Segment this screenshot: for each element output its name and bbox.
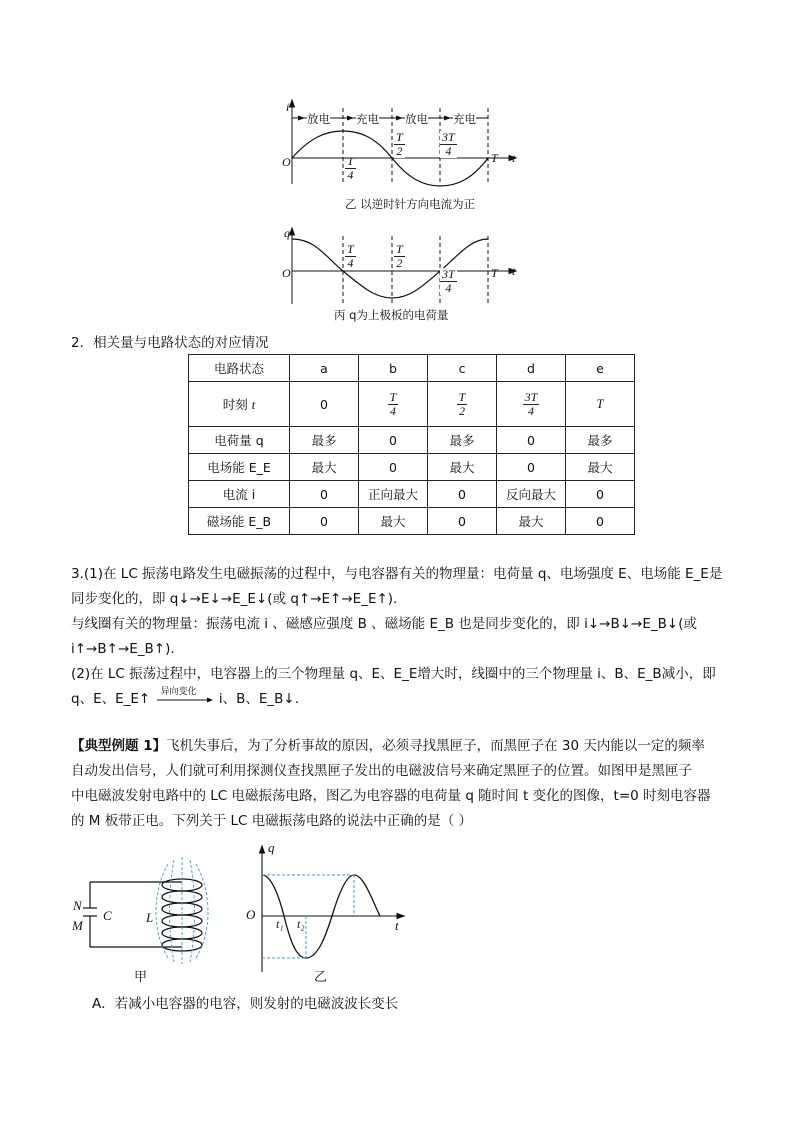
table-cell: 0 [428,481,497,508]
text-line: 中电磁波发射电路中的 LC 电磁振荡电路，图乙为电容器的电荷量 q 随时间 t 变化的图像，t=0 时刻电容器 [71,788,711,804]
table-row-label: 时刻 t [189,382,290,427]
phase-label: 放电 [307,112,330,126]
table-cell: $\frac{T}{2}$ [428,382,497,427]
phase-label: 充电 [453,112,476,126]
table-cell: T [566,382,635,427]
plate-label-n: N [73,898,82,913]
axis-label-t: t [395,918,399,933]
text-line: i↑→B↑→E_B↑). [71,641,175,657]
table-cell: 0 [566,508,635,535]
axis-label-i: i [286,100,290,114]
text-line: 【典型例题 1】飞机失事后，为了分析事故的原因，必须寻找黑匣子，而黑匣子在 30 天内能以一定的频率 [71,738,705,754]
plate-label-m: M [72,918,83,933]
table-cell: 0 [290,508,359,535]
table-cell: 最大 [566,454,635,481]
table-cell: 0 [497,454,566,481]
tick-label-t2: $\frac{T}{2}$ [396,242,403,270]
table-header-cell: e [566,355,635,382]
option-a: A．若减小电容器的电容，则发射的电磁波波长变长 [92,996,399,1012]
text-line: (2)在 LC 振荡过程中，电容器上的三个物理量 q、E、E_E增大时，线圈中的三个物理量 i、B、E_B减小，即 [71,666,716,682]
figure-caption: 乙 [314,970,328,985]
origin-label: O [246,907,256,922]
section-title: 2．相关量与电路状态的对应情况 [71,335,269,351]
text-line: 与线圈有关的物理量：振荡电流 i 、磁感应强度 B 、磁场能 E_B 也是同步变化的，即 i↓→B↓→E_B↓(或 [71,616,697,632]
capacitor-label: C [103,908,112,923]
origin-label: O [282,266,291,280]
table-cell: 最多 [566,427,635,454]
table-cell: 最大 [428,454,497,481]
figure-caption: 乙 以逆时针方向电流为正 [345,197,476,211]
table-header-cell: 电路状态 [189,355,290,382]
table-cell: 0 [290,481,359,508]
tick-label-t4: $\frac{T}{4}$ [347,154,354,182]
axis-label-q: q [268,840,275,855]
table-cell: $\frac{T}{4}$ [359,382,428,427]
example-block [71,734,731,834]
phase-label: 充电 [356,112,379,126]
t1-label: t₁ [276,917,284,931]
table-header-cell: a [290,355,359,382]
table-cell: $\frac{3T}{4}$ [497,382,566,427]
axis-label-t: t [512,264,516,278]
tick-label-3t4: $\frac{3T}{4}$ [442,267,455,295]
table-cell: 0 [290,382,359,427]
text-line: 的 M 板带正电。下列关于 LC 电磁振荡电路的说法中正确的是（ ） [71,813,473,829]
axis-label-q: q [284,226,290,240]
table-cell: 0 [497,427,566,454]
text-line: 自动发出信号，人们就可利用探测仪查找黑匣子发出的电磁波信号来确定黑匣子的位置。如图甲是黑匣子 [71,763,692,779]
tick-label-t: T [491,151,498,165]
table-row-label: 磁场能 E_B [189,508,290,535]
inductor-label: L [146,910,154,925]
text-span: i、B、E_B↓. [218,691,299,707]
table-cell: 0 [566,481,635,508]
charge-time-graph [240,840,410,975]
text-line: 3.(1)在 LC 振荡电路发生电磁振荡的过程中，与电容器有关的物理量：电荷量 q、电场强度 E、电场能 E_E是 [71,566,723,582]
table-cell: 0 [359,454,428,481]
table-row-label: 电荷量 q [189,427,290,454]
phase-label: 放电 [405,112,428,126]
table-cell: 正向最大 [359,481,428,508]
tick-label-3t4: $\frac{3T}{4}$ [442,130,455,158]
table-header-cell: d [497,355,566,382]
tick-label-t2: $\frac{T}{2}$ [396,130,403,158]
text-line [71,687,731,712]
example-tag: 【典型例题 1】 [71,738,167,754]
tick-label-t: T [491,266,498,280]
table-cell: 最大 [359,508,428,535]
state-table [188,354,635,535]
t2-label: t₂ [297,917,305,931]
table-cell: 最多 [428,427,497,454]
figure-caption: 甲 [134,970,148,985]
axis-label-t: t [512,151,516,165]
origin-label: O [282,155,291,169]
table-header-cell: b [359,355,428,382]
table-cell: 反向最大 [497,481,566,508]
paragraph [71,562,731,712]
table-cell: 0 [359,427,428,454]
table-cell: 0 [428,508,497,535]
table-cell: 最大 [290,454,359,481]
text-span: q、E、E_E↑ [71,691,151,707]
table-row-label: 电流 i [189,481,290,508]
text-line: 同步变化的，即 q↓→E↓→E_E↓(或 q↑→E↑→E_E↑). [71,591,398,607]
figure-caption: 丙 q为上极板的电荷量 [334,308,449,322]
table-row-label: 电场能 E_E [189,454,290,481]
reverse-change-arrow [155,687,215,706]
arrow-label: 异向变化 [160,687,197,697]
table-header-cell: c [428,355,497,382]
table-cell: 最多 [290,427,359,454]
tick-label-t4: $\frac{T}{4}$ [347,242,354,270]
table-cell: 最大 [497,508,566,535]
